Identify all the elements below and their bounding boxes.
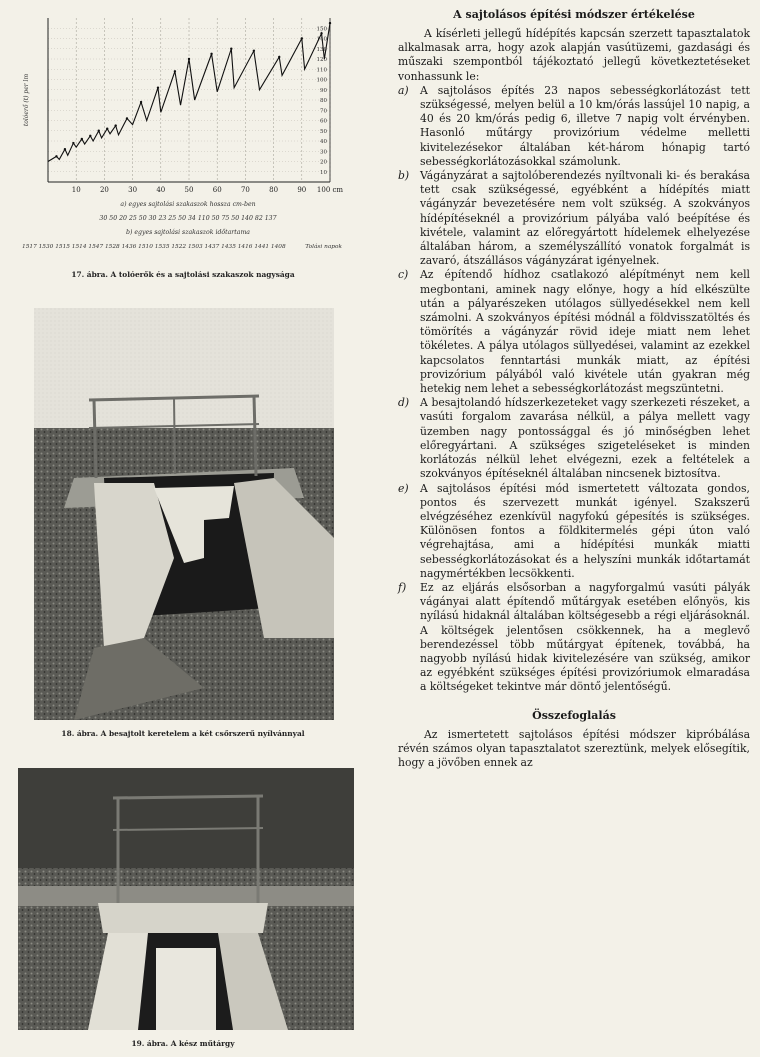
summary-heading: Összefoglalás	[532, 708, 616, 722]
item-label: a)	[398, 83, 409, 97]
data-point	[210, 53, 212, 55]
data-point	[301, 37, 303, 39]
data-point	[157, 87, 159, 89]
y-axis-label: tolóerő (t) per lm	[23, 73, 30, 127]
data-point	[81, 138, 83, 140]
list-item	[398, 169, 750, 268]
x-tick-label: 20	[99, 186, 109, 194]
item-label: f)	[398, 580, 407, 594]
y-tick-label: 40	[320, 139, 327, 145]
x-tick-label: 80	[269, 186, 279, 194]
y-tick-label: 50	[320, 128, 327, 135]
legend-a: a) egyes sajtolási szakaszok hossza cm-ben	[120, 201, 256, 208]
data-point	[98, 130, 100, 132]
item-text: Az építendő hídhoz csatlakozó alépítményt nem kell megbontani, aminek nagy előnye, hogy a híd elkészülte után a pályarészeken utólagos süllyedésekkel nem kell számolni. A szokványos építési módnál a földvisszatöltés és tömörítés a vágányzár rövid ideje miatt nem lehet tökéletes. A pálya utólagos süllyedései, valamint az ezekkel kapcsolatos fenntartási munkák miatt, az építési provizórium pályából való kivétele után gyakran még hetekig nem lehet a sebességkorlátozást megszüntetni.	[420, 268, 750, 396]
fig18-caption: 18. ábra. A besajtolt keretelem a két csőrszerű nyílvánnyal	[61, 729, 305, 738]
data-point	[320, 32, 322, 34]
y-tick-label: 100	[316, 77, 327, 84]
data-point	[106, 128, 108, 130]
data-point	[126, 117, 128, 119]
fig17-chart	[18, 10, 346, 260]
fig19-caption: 19. ábra. A kész műtárgy	[131, 1039, 235, 1048]
list-item	[398, 482, 750, 581]
list-item	[398, 268, 750, 396]
item-label: e)	[398, 481, 409, 495]
item-label: d)	[398, 396, 410, 410]
data-point	[230, 48, 232, 50]
x-tick-label: 90	[297, 186, 307, 194]
y-tick-label: 120	[316, 57, 327, 63]
x-tick-label: 60	[212, 186, 222, 194]
y-tick-label: 20	[320, 159, 327, 166]
fig18-photo	[34, 308, 334, 720]
x-tick-label: 100 cm	[316, 186, 344, 194]
item-label: b)	[398, 169, 410, 183]
data-point	[140, 101, 142, 103]
data-point	[89, 135, 91, 137]
data-point	[72, 142, 74, 144]
item-text: Ez az eljárás elsősorban a nagyforgalmú vasúti pályák vágányai alatt építendő műtárgyak esetében előnyös, kis nyílású hidaknál általában költségesebb a régi eljárásoknál. A költségek jelentősen csökkennek, ha a meglevő berendezéssel több műtárgyat építenek, továbbá, ha nagyobb nyílású hidak kivitelezésére van szükség, amikor az egyébként szükséges építési provizóriumok elmaradása a költségeket tekintve már döntő jelentőségű.	[420, 580, 750, 694]
list-item	[398, 396, 750, 481]
item-text: A sajtolásos építés 23 napos sebességkorlátozást tett szükségessé, melyen belül a 10 km/órás lassújel 10 napig, a 40 és 20 km/órás pedig 6, illetve 7 napig volt érvényben. Hasonló műtárgy provizórium védelme melletti kivitelezésekor általában két-három hónapig tartó sebességkorlátozásokkal számolunk.	[420, 83, 750, 168]
data-point	[329, 22, 331, 24]
data-point	[278, 56, 280, 58]
item-text: Vágányzárat a sajtolóberendezés nyíltvonali ki- és berakása tett csak szükségessé, egyébként a hídépítés miatt vágányzár bevezetésére nem volt szükség. A szokványos hídépítéseknél a provizórium pályába való beépítése és kivétele, valamint az előregyártott hídelemek elhelyezése általában három, a személyszállító vonatok forgalmát is zavaró, átszállásos vágányzárat igényelnek.	[420, 169, 750, 268]
article-heading: A sajtolásos építési módszer értékelése	[453, 8, 695, 21]
y-tick-label: 150	[316, 26, 327, 33]
legend-b-values: 1517 1530 1515 1514 1547 1528 1436 1510 1535 1522 1503 1437 1435 1416 1441 1408	[22, 244, 286, 250]
article-intro: A kísérleti jellegű hídépítés kapcsán szerzett tapasztalatok alkalmasak arra, hogy azok alapján vasútüzemi, gazdasági és műszaki szempontból tájékoztató jellegű következtetéseket vonhassunk le:	[398, 27, 750, 83]
data-point	[253, 50, 255, 52]
fig17-svg	[18, 10, 346, 260]
item-text: A sajtolásos építési mód ismertetett változata gondos, pontos és szervezett munkát igényel. Szakszerű elvégzéséhez ezenkívül nagyfokú gépesítés is szükséges. Különösen fontos a földkitermelés gépi úton való végrehajtása, ami a hídépítési munkák miatti sebességkorlátozásokat és a helyszíni munkák időtartamát nagymértékben lecsökkenti.	[420, 481, 750, 580]
x-tick-label: 50	[184, 186, 194, 194]
legend-b: b) egyes sajtolási szakaszok időtartama	[125, 229, 251, 236]
article-column	[398, 8, 750, 770]
y-tick-label: 10	[320, 169, 327, 176]
data-point	[55, 155, 57, 157]
data-point	[64, 148, 66, 150]
data-point	[188, 58, 190, 60]
data-point	[114, 124, 116, 126]
list-item	[398, 84, 750, 169]
x-tick-label: 30	[128, 186, 138, 194]
item-label: c)	[398, 268, 409, 282]
summary-text: Az ismertetett sajtolásos építési módszer kipróbálása révén számos olyan tapasztalatot szereztünk, melyek elősegítik, hogy a jövőben ennek az	[398, 727, 750, 769]
list-item	[398, 581, 750, 695]
item-text: A besajtolandó hídszerkezeteket vagy szerkezeti részeket, a vasúti forgalom zavarása nélkül, a pálya mellett vagy üzemben nagy pontossággal és jó minőségben lehet előregyártani. A szükséges szigeteléseket is minden korlátozás nélkül lehet elvégezni, ezek a feltételek a szokványos építéseknél általában nincsenek biztosítva.	[420, 396, 750, 481]
y-tick-label: 80	[320, 98, 327, 104]
legend-b-end: Tolási napok	[305, 244, 342, 250]
x-tick-label: 10	[71, 186, 81, 194]
x-tick-label: 70	[240, 186, 250, 194]
x-tick-label: 40	[156, 186, 166, 194]
y-tick-label: 110	[316, 67, 327, 74]
y-tick-label: 140	[316, 36, 327, 43]
legend-a-values: 30 50 20 25 50 30 23 25 50 34 110 50 75 50 140 82 137	[99, 215, 277, 222]
y-tick-label: 130	[316, 46, 327, 53]
fig19-photo	[18, 768, 354, 1030]
data-point	[174, 70, 176, 72]
fig17-caption: 17. ábra. A tolóerők és a sajtolási szakaszok nagysága	[71, 270, 295, 279]
y-tick-label: 60	[320, 118, 327, 125]
y-tick-label: 30	[320, 149, 327, 156]
y-tick-label: 70	[320, 108, 327, 115]
y-tick-label: 90	[320, 87, 327, 94]
